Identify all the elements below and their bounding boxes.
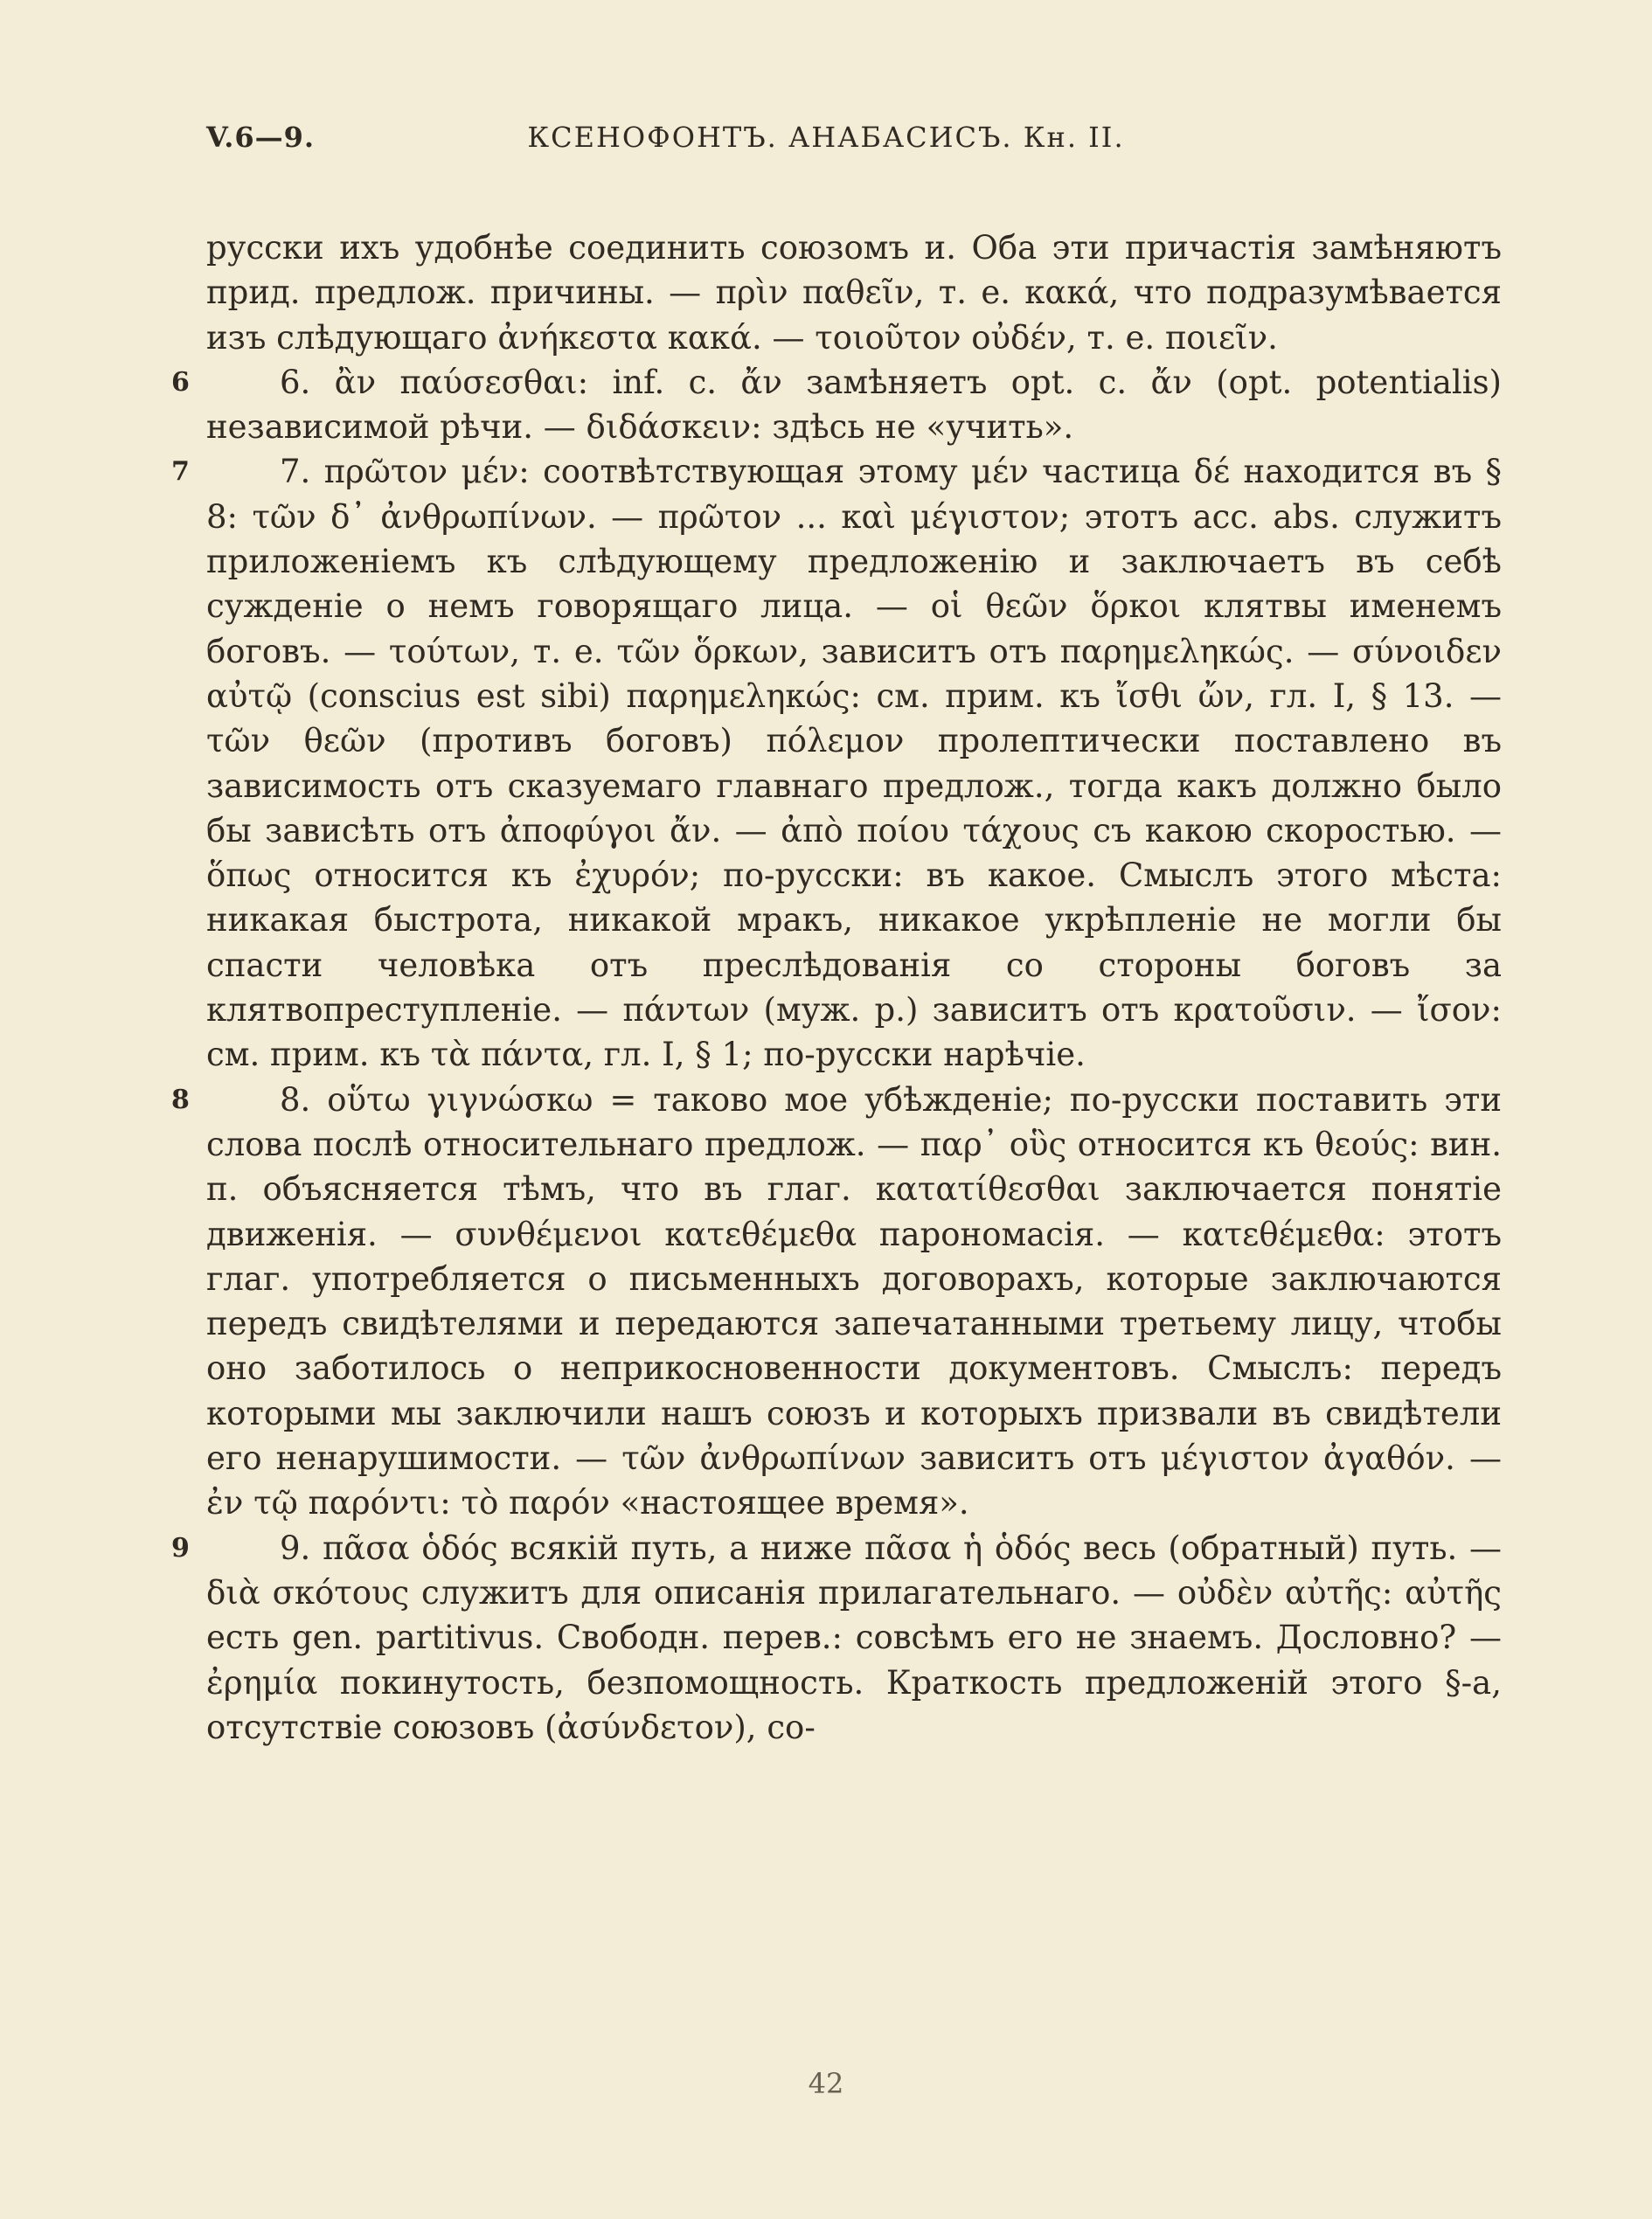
- page-header: [206, 121, 1446, 164]
- paragraph-section-8: [171, 1078, 1502, 1526]
- paragraph-section-9: [171, 1526, 1502, 1750]
- margin-section-number: 9: [171, 1532, 190, 1564]
- paragraph-text: 9. πᾶσα ὁδός всякій путь, а ниже πᾶσα ἡ ὁδός весь (обратный) путь. — διὰ σκότους служитъ для описанія прилагательнаго. — οὐδὲν αὐτῆς: αὐτῆς есть gen. partitivus. Свободн. перев.: совсѣмъ его не знаемъ. Дословно? — ἐρημία покинутость, безпомощность. Краткость предложеній этого §-а, отсутствіе союзовъ (ἀσύνδετον), со-: [206, 1529, 1502, 1746]
- commentary-body: [171, 225, 1502, 1750]
- page-number: 42: [808, 2067, 844, 2100]
- section-reference: V.6—9.: [206, 121, 316, 154]
- running-title: КСЕНОФОНТЪ. АНАБАСИСЪ. Кн. II.: [527, 121, 1125, 154]
- paragraph-text: 8. οὕτω γιγνώσκω = таково мое убѣжденіе; по-русски поставить эти слова послѣ относительнаго предлож. — παρ᾽ οὓς относится къ θεούς: вин. п. объясняется тѣмъ, что въ глаг. κατατίθεσθαι заключается понятіе движенія. — συνθέμενοι κατεθέμεθα парономасія. — κατεθέμεθα: этотъ глаг. употребляется о письменныхъ договорахъ, которые заключаются передъ свидѣтелями и передаются запечатанными третьему лицу, чтобы оно заботилось о неприкосновенности документовъ. Смыслъ: передъ которыми мы заключили нашъ союзъ и которыхъ призвали въ свидѣтели его ненарушимости. — τῶν ἀνθρωπίνων зависитъ отъ μέγιστον ἀγαθόν. — ἐν τῷ παρόντι: τὸ παρόν «настоящее время».: [206, 1080, 1502, 1522]
- margin-section-number: 7: [171, 456, 190, 488]
- paragraph-section-7: [171, 449, 1502, 1077]
- paragraph-text: 7. πρῶτον μέν: соотвѣтствующая этому μέν частица δέ находится въ § 8: τῶν δ᾽ ἀνθρωπίνων. — πρῶτον ... καὶ μέγιστον; этотъ acc. abs. служитъ приложеніемъ къ слѣдующему предложенію и заключаетъ въ себѣ сужденіе о немъ говорящаго лица. — οἱ θεῶν ὅρκοι клятвы именемъ боговъ. — τούτων, т. е. τῶν ὅρκων, зависитъ отъ παρημεληκώς. — σύνοιδεν αὐτῷ (conscius est sibi) παρημεληκώς: см. прим. къ ἴσθι ὤν, гл. I, § 13. — τῶν θεῶν (противъ боговъ) πόλεμον пролептически поставлено въ зависимость отъ сказуемаго главнаго предлож., тогда какъ должно было бы зависѣть отъ ἀποφύγοι ἄν. — ἀπὸ ποίου τάχους съ какою скоростью. — ὅπως относится къ ἐχυρόν; по-русски: въ какое. Смыслъ этого мѣста: никакая быстрота, никакой мракъ, никакое укрѣпленіе не могли бы спасти человѣка отъ преслѣдованія со стороны боговъ за клятвопреступленіе. — πάντων (муж. р.) зависитъ отъ κρατοῦσιν. — ἴσον: см. прим. къ τὰ πάντα, гл. I, § 1; по-русски нарѣчіе.: [206, 453, 1502, 1074]
- margin-section-number: 6: [171, 366, 190, 398]
- paragraph-text: русски ихъ удобнѣе соединить союзомъ и. Оба эти причастія замѣняютъ прид. предлож. причины. — πρὶν παθεῖν, т. е. κακά, что подразумѣвается изъ слѣдующаго ἀνήκεστα κακά. — τοιοῦτον οὐδέν, т. е. ποιεῖν.: [206, 229, 1502, 357]
- paragraph-continuation: [206, 225, 1502, 360]
- paragraph-section-6: [171, 360, 1502, 450]
- margin-section-number: 8: [171, 1084, 190, 1115]
- paragraph-text: 6. ἂν παύσεσθαι: inf. c. ἄν замѣняетъ opt. c. ἄν (opt. potentialis) независимой рѣчи. — διδάσκειν: здѣсь не «учить».: [206, 363, 1502, 447]
